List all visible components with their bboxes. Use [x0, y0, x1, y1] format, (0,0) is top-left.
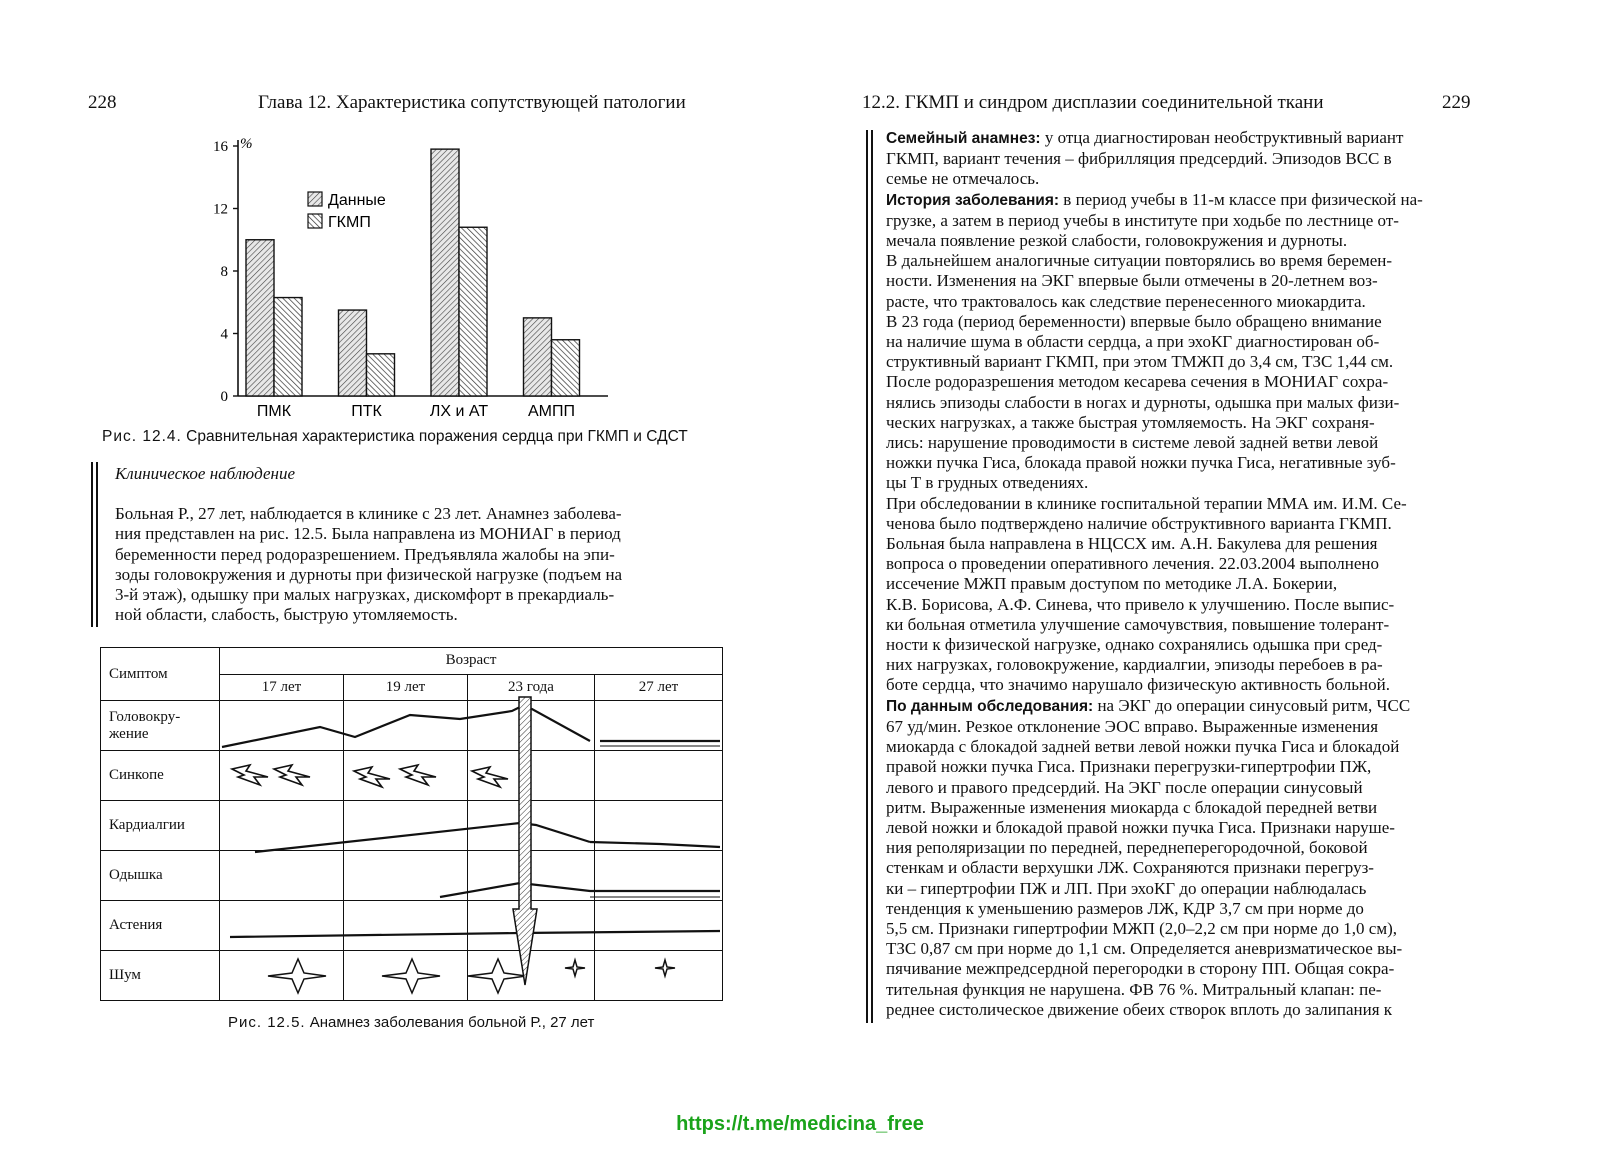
- case-line-text: реднее систолическое движение обеих створок вплоть до залипания к: [886, 999, 1393, 1019]
- case-line: [886, 838, 1586, 858]
- case-line: [886, 574, 1586, 594]
- right-page: [800, 0, 1600, 1162]
- case-line-text: ности к физической нагрузке, однако сохранялись одышка при сред-: [886, 635, 1383, 655]
- case-line: [886, 919, 1586, 939]
- clinical-line: ния представлен на рис. 12.5. Была направлена из МОНИАГ в период: [115, 524, 621, 544]
- case-line-text: В дальнейшем аналогичные ситуации повторялись во время беремен-: [886, 251, 1393, 271]
- clinical-line: ной области, слабость, быструю утомляемость.: [115, 605, 458, 625]
- case-bar-1: [866, 130, 868, 1023]
- dizziness-line: [222, 707, 590, 747]
- case-line: [886, 251, 1586, 271]
- case-line-text: семье не отмечалось.: [886, 169, 1040, 189]
- case-line-text: боте сердца, что значимо нарушало физическую активность больной.: [886, 675, 1390, 695]
- category-label: ПТК: [351, 403, 382, 420]
- legend-swatch: [308, 214, 322, 228]
- bar-data: [524, 318, 552, 396]
- bar-data: [339, 310, 367, 396]
- age-header: 19 лет: [344, 674, 468, 701]
- surgery-arrow: [513, 697, 537, 985]
- murmur-icons: [268, 959, 675, 993]
- case-line: [886, 393, 1586, 413]
- y-tick-label: 12: [213, 201, 228, 218]
- case-line-text: у отца диагностирован необструктивный вариант: [1040, 128, 1404, 147]
- figure-12-4-caption-prefix: Рис. 12.4.: [102, 428, 182, 445]
- case-line: [886, 190, 1586, 211]
- case-line: [886, 879, 1586, 899]
- y-tick-label: 4: [220, 326, 228, 343]
- figure-12-4-caption: [102, 428, 688, 446]
- case-line: [886, 798, 1586, 818]
- age-header: 17 лет: [220, 674, 344, 701]
- case-line-text: стенкам и области верхушки ЛЖ. Сохраняются признаки перегруз-: [886, 858, 1374, 878]
- case-line: [886, 514, 1586, 534]
- syncope-icon: [472, 767, 508, 787]
- case-line-text: на ЭКГ до операции синусовый ритм, ЧСС: [1093, 695, 1411, 715]
- syncope-icon: [232, 765, 268, 785]
- case-line-text: грузке, а затем в период учебы в институте при ходьбе по лестнице от-: [886, 210, 1399, 230]
- case-line: [886, 675, 1586, 695]
- murmur-star-icon: [382, 959, 440, 993]
- asthenia-line: [230, 931, 720, 937]
- case-line-text: в период учебы в 11-м классе при физической на-: [1059, 189, 1423, 209]
- case-line-text: левого и правого предсердий. На ЭКГ после операции синусовый: [886, 777, 1363, 797]
- case-line: [886, 1000, 1586, 1020]
- case-line-text: лись: нарушение проводимости в системе левой задней ветви левой: [886, 433, 1379, 453]
- figure-12-5-caption-prefix: Рис. 12.5.: [228, 1014, 306, 1031]
- case-line: [886, 231, 1586, 251]
- clinical-heading: Клиническое наблюдение: [115, 464, 296, 483]
- clinical-line: беременности перед родоразрешением. Предъявляла жалобы на эпи-: [115, 544, 615, 564]
- figure-12-4-caption-text: Сравнительная характеристика поражения сердца при ГКМП и СДСТ: [186, 428, 688, 445]
- case-line: [886, 292, 1586, 312]
- legend-label: Данные: [328, 192, 386, 209]
- case-line-text: левой ножки и блокадой правой ножки пучка Гиса. Признаки наруше-: [886, 817, 1395, 837]
- symptom-label-line: Астения: [109, 917, 163, 933]
- case-line-text: ния реполяризации по передней, переднеперегородочной, боковой: [886, 838, 1368, 858]
- case-line: [886, 372, 1586, 392]
- bar-gkmp: [367, 354, 395, 396]
- clinical-bar-2: [96, 462, 98, 627]
- case-body: [886, 128, 1586, 1020]
- case-line: [886, 615, 1586, 635]
- clinical-bar-1: [91, 462, 93, 627]
- syncope-icon: [400, 765, 436, 785]
- case-line-text: них нагрузках, головокружение, кардиалгии, эпизоды перебоев в ра-: [886, 655, 1383, 675]
- case-line-heading: Семейный анамнез:: [886, 130, 1041, 147]
- case-line: [886, 655, 1586, 675]
- case-line: [886, 453, 1586, 473]
- case-line-text: вопроса о проведении оперативного лечения. 22.03.2004 выполнено: [886, 554, 1380, 574]
- case-line-text: правой ножки пучка Гиса. Признаки перегрузки-гипертрофии ПЖ,: [886, 757, 1372, 777]
- case-line: [886, 980, 1586, 1000]
- dyspnea-line: [440, 883, 720, 897]
- symptom-timeline-overlay: [100, 647, 725, 1007]
- case-line-text: ки больная отметила улучшение самочувствия, повышение толерант-: [886, 614, 1390, 634]
- symptom-label-line: Одышка: [109, 867, 163, 883]
- case-line-text: пячивание межпредсердной перегородки в сторону ПП. Общая сокра-: [886, 959, 1395, 979]
- bar-chart-12-4: [180, 128, 640, 428]
- case-line-text: В 23 года (период беременности) впервые было обращено внимание: [886, 311, 1382, 331]
- murmur-star-icon: [468, 959, 526, 993]
- figure-12-5-caption-text: Анамнез заболевания больной Р., 27 лет: [309, 1014, 595, 1031]
- case-line-text: 5,5 см. Признаки гипертрофии МЖП (2,0–2,2 см при норме до 1,0 см),: [886, 918, 1398, 938]
- case-line: [886, 717, 1586, 737]
- age-header: 23 года: [468, 674, 595, 701]
- page-number-right: 229: [1442, 92, 1471, 113]
- page-number-left: 228: [88, 92, 117, 113]
- category-label: АМПП: [528, 403, 575, 420]
- symptom-label-line: Синкопе: [109, 767, 164, 783]
- case-line: [886, 473, 1586, 493]
- case-line-text: Больная была направлена в НЦССХ им. А.Н. Бакулева для решения: [886, 534, 1378, 554]
- case-line-text: К.В. Борисова, А.Ф. Синева, что привело к улучшению. После выпис-: [886, 594, 1395, 614]
- legend-label: ГКМП: [328, 214, 371, 231]
- case-line-text: расте, что трактовалось как следствие перенесенного миокардита.: [886, 291, 1366, 311]
- case-line: [886, 757, 1586, 777]
- case-line-text: ритм. Выраженные изменения миокарда с блокадой передней ветви: [886, 797, 1378, 817]
- case-line-text: структивный вариант ГКМП, при этом ТМЖП до 3,4 см, ТЗС 1,44 см.: [886, 352, 1394, 372]
- case-line: [886, 128, 1586, 149]
- case-line-text: ности. Изменения на ЭКГ впервые были отмечены в 20-летнем воз-: [886, 271, 1378, 291]
- clinical-line: зоды головокружения и дурноты при физической нагрузке (подъем на: [115, 564, 623, 584]
- murmur-star-icon: [565, 960, 585, 976]
- case-line-text: ТЗС 0,87 см при норме до 1,1 см. Определяется аневризматическое вы-: [886, 939, 1403, 959]
- case-line-text: тенденция к уменьшению размеров ЛЖ, КДР 3,7 см при норме до: [886, 898, 1364, 918]
- murmur-star-icon: [268, 959, 326, 993]
- case-line: [886, 312, 1586, 332]
- col-symptom-header: Симптом: [101, 648, 220, 701]
- y-tick-label: 0: [220, 389, 228, 405]
- case-line: [886, 939, 1586, 959]
- case-line: [886, 169, 1586, 189]
- age-header: 27 лет: [595, 674, 723, 701]
- case-line-text: на наличие шума в области сердца, а при эхоКГ диагностирован об-: [886, 332, 1380, 352]
- bar-data: [431, 149, 459, 396]
- case-line-heading: По данным обследования:: [886, 697, 1094, 715]
- symptom-label-line: Шум: [109, 967, 141, 983]
- case-line-heading: История заболевания:: [886, 191, 1060, 209]
- case-line: [886, 899, 1586, 919]
- y-tick-label: 8: [220, 264, 228, 280]
- running-head-left: Глава 12. Характеристика сопутствующей патологии: [258, 92, 686, 113]
- case-line: [886, 352, 1586, 372]
- murmur-star-icon: [655, 960, 675, 976]
- case-line: [886, 595, 1586, 615]
- cardialgia-line: [255, 823, 590, 852]
- case-line: [886, 696, 1586, 717]
- y-tick-label: 16: [213, 139, 228, 155]
- symptom-label-line: жение: [109, 725, 149, 742]
- case-line-text: цы Т в грудных отведениях.: [886, 473, 1089, 493]
- y-axis-unit: %: [240, 136, 253, 152]
- syncope-icon: [274, 765, 310, 785]
- figure-12-5-caption: [228, 1014, 594, 1031]
- case-line-text: ки – гипертрофии ПЖ и ЛП. При эхоКГ до операции наблюдалась: [886, 878, 1367, 898]
- case-line: [886, 737, 1586, 757]
- legend-swatch: [308, 192, 322, 206]
- bar-gkmp: [274, 298, 302, 396]
- case-line: [886, 494, 1586, 514]
- symptom-label-line: Головокру-: [109, 708, 181, 725]
- case-line-text: 67 уд/мин. Резкое отклонение ЭОС вправо. Выраженные изменения: [886, 716, 1379, 736]
- case-line-text: ческих нагрузках, а также быстрая утомляемость. На ЭКГ сохраня-: [886, 412, 1375, 432]
- case-line: [886, 554, 1586, 574]
- case-line-text: ножки пучка Гиса, блокада правой ножки пучка Гиса, негативные зуб-: [886, 453, 1396, 473]
- case-line-text: тительная функция не нарушена. ФВ 76 %. Митральный клапан: пе-: [886, 979, 1382, 999]
- bar-gkmp: [459, 227, 487, 396]
- clinical-line: Больная Р., 27 лет, наблюдается в клинике с 23 лет. Анамнез заболева-: [115, 504, 622, 523]
- syncope-icon: [354, 767, 390, 787]
- case-line: [886, 959, 1586, 979]
- case-line: [886, 332, 1586, 352]
- case-line: [886, 635, 1586, 655]
- case-line-text: ГКМП, вариант течения – фибрилляция предсердий. Эпизодов ВСС в: [886, 149, 1392, 169]
- case-line: [886, 149, 1586, 169]
- category-label: ПМК: [256, 403, 292, 420]
- case-line-text: После родоразрешения методом кесарева сечения в МОНИАГ сохра-: [886, 372, 1389, 392]
- case-line-text: ченова было подтверждено наличие обструктивного варианта ГКМП.: [886, 513, 1392, 533]
- footer-link[interactable]: https://t.me/medicina_free: [676, 1113, 924, 1135]
- case-line-text: миокарда с блокадой задней ветви левой ножки пучка Гиса и блокадой: [886, 737, 1400, 757]
- clinical-line: 3-й этаж), одышку при малых нагрузках, дискомфорт в прекардиаль-: [115, 585, 615, 605]
- case-line: [886, 211, 1586, 231]
- case-bar-2: [871, 130, 873, 1023]
- symptom-label-line: Кардиалгии: [109, 817, 185, 833]
- clinical-body: [115, 504, 725, 626]
- case-line: [886, 818, 1586, 838]
- case-line: [886, 858, 1586, 878]
- case-line: [886, 534, 1586, 554]
- running-head-right: 12.2. ГКМП и синдром дисплазии соединительной ткани: [862, 92, 1324, 113]
- category-label: ЛХ и АТ: [429, 403, 489, 420]
- case-line-text: При обследовании в клинике госпитальной терапии ММА им. И.М. Се-: [886, 493, 1407, 513]
- case-line: [886, 271, 1586, 291]
- case-line: [886, 778, 1586, 798]
- case-line-text: нялись эпизоды слабости в ногах и дурноты, одышка при малых физи-: [886, 392, 1400, 412]
- case-line-text: мечала появление резкой слабости, головокружения и дурноты.: [886, 231, 1348, 251]
- syncope-icons: [232, 765, 508, 787]
- case-line-text: иссечение МЖП правым доступом по методике Л.А. Бокерии,: [886, 574, 1338, 594]
- case-line: [886, 433, 1586, 453]
- bar-gkmp: [552, 340, 580, 396]
- bar-data: [246, 240, 274, 396]
- col-age-header: Возраст: [220, 648, 723, 675]
- case-line: [886, 413, 1586, 433]
